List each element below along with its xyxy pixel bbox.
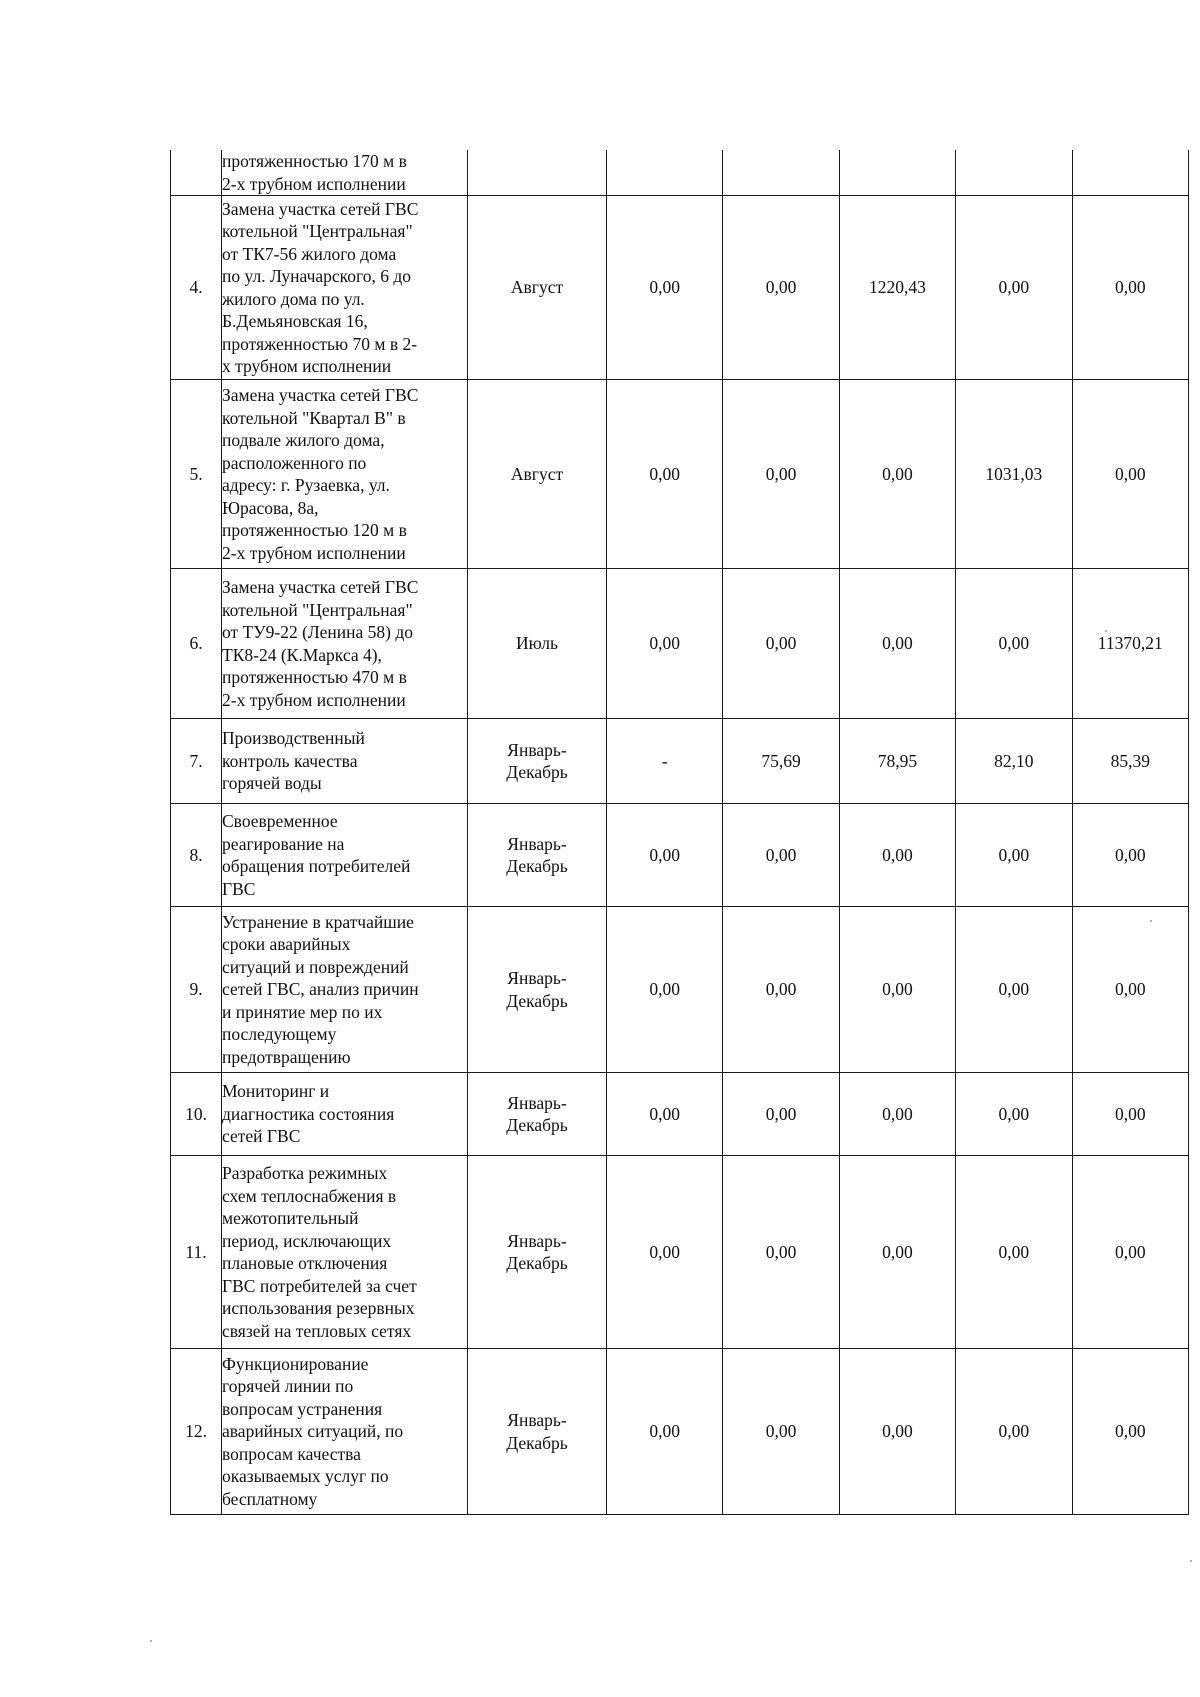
- implementation-period: [468, 150, 607, 196]
- value-cell-5: 0,00: [1072, 1156, 1188, 1349]
- value-cell-4: 0,00: [956, 804, 1072, 907]
- value-cell-4: [956, 150, 1072, 196]
- table-row: [171, 150, 1189, 196]
- measure-description: Разработка режимных схем теплоснабжения в межотопительный период, исключающих плановые отключения ГВС потребителей за счет использования резервных связей на тепловых сетях: [222, 1156, 468, 1349]
- value-cell-2: 0,00: [723, 907, 839, 1073]
- value-cell-3: [839, 150, 955, 196]
- implementation-period: Январь- Декабрь: [468, 1349, 607, 1515]
- value-cell-1: 0,00: [607, 569, 723, 719]
- table-row: [171, 1349, 1189, 1515]
- value-cell-1: 0,00: [607, 1349, 723, 1515]
- row-number: 9.: [171, 907, 222, 1073]
- value-cell-3: 0,00: [839, 380, 955, 569]
- measure-description: Мониторинг и диагностика состояния сетей ГВС: [222, 1073, 468, 1156]
- implementation-period: Август: [468, 380, 607, 569]
- measure-description: Устранение в кратчайшие сроки аварийных ситуаций и повреждений сетей ГВС, анализ причин и принятие мер по их последующему предотвращению: [222, 907, 468, 1073]
- value-cell-3: 1220,43: [839, 196, 955, 380]
- row-number: [171, 150, 222, 196]
- value-cell-1: 0,00: [607, 380, 723, 569]
- value-cell-3: 0,00: [839, 1073, 955, 1156]
- value-cell-1: 0,00: [607, 1073, 723, 1156]
- value-cell-1: [607, 150, 723, 196]
- scan-speck: [1105, 630, 1107, 632]
- value-cell-1: 0,00: [607, 907, 723, 1073]
- value-cell-5: 85,39: [1072, 719, 1188, 804]
- table-row: [171, 380, 1189, 569]
- value-cell-5: 11370,21: [1072, 569, 1188, 719]
- measure-description: Производственный контроль качества горячей воды: [222, 719, 468, 804]
- scan-speck: [1150, 920, 1152, 922]
- implementation-period: Январь- Декабрь: [468, 719, 607, 804]
- value-cell-1: 0,00: [607, 1156, 723, 1349]
- value-cell-5: 0,00: [1072, 380, 1188, 569]
- measure-description: Своевременное реагирование на обращения потребителей ГВС: [222, 804, 468, 907]
- measure-description: Замена участка сетей ГВС котельной "Центральная" от ТУ9-22 (Ленина 58) до ТК8-24 (К.Маркса 4), протяженностью 470 м в 2-х трубном исполнении: [222, 569, 468, 719]
- row-number: 12.: [171, 1349, 222, 1515]
- implementation-period: Январь- Декабрь: [468, 1073, 607, 1156]
- value-cell-5: 0,00: [1072, 804, 1188, 907]
- value-cell-1: 0,00: [607, 196, 723, 380]
- value-cell-5: 0,00: [1072, 1073, 1188, 1156]
- value-cell-5: 0,00: [1072, 1349, 1188, 1515]
- value-cell-3: 0,00: [839, 1349, 955, 1515]
- value-cell-2: 0,00: [723, 1349, 839, 1515]
- measure-description: Замена участка сетей ГВС котельной "Квартал В" в подвале жилого дома, расположенного по адресу: г. Рузаевка, ул. Юрасова, 8а, протяженностью 120 м в 2-х трубном исполнении: [222, 380, 468, 569]
- value-cell-5: [1072, 150, 1188, 196]
- table-row: [171, 196, 1189, 380]
- implementation-period: Август: [468, 196, 607, 380]
- value-cell-4: 82,10: [956, 719, 1072, 804]
- value-cell-4: 0,00: [956, 1156, 1072, 1349]
- value-cell-1: -: [607, 719, 723, 804]
- row-number: 8.: [171, 804, 222, 907]
- table-row: [171, 719, 1189, 804]
- value-cell-1: 0,00: [607, 804, 723, 907]
- value-cell-3: 0,00: [839, 907, 955, 1073]
- row-number: 7.: [171, 719, 222, 804]
- table-row: [171, 804, 1189, 907]
- measures-table: [170, 150, 1189, 1515]
- measure-description: Замена участка сетей ГВС котельной "Центральная" от ТК7-56 жилого дома по ул. Луначарского, 6 до жилого дома по ул. Б.Демьяновская 16, протяженностью 70 м в 2- х трубном исполнении: [222, 196, 468, 380]
- implementation-period: Январь- Декабрь: [468, 1156, 607, 1349]
- value-cell-5: 0,00: [1072, 907, 1188, 1073]
- implementation-period: Июль: [468, 569, 607, 719]
- value-cell-2: 75,69: [723, 719, 839, 804]
- value-cell-4: 0,00: [956, 196, 1072, 380]
- row-number: 5.: [171, 380, 222, 569]
- value-cell-2: 0,00: [723, 196, 839, 380]
- value-cell-2: 0,00: [723, 380, 839, 569]
- value-cell-3: 78,95: [839, 719, 955, 804]
- value-cell-5: 0,00: [1072, 196, 1188, 380]
- table-row: [171, 907, 1189, 1073]
- implementation-period: Январь- Декабрь: [468, 907, 607, 1073]
- value-cell-4: 0,00: [956, 907, 1072, 1073]
- scan-speck: [150, 1640, 152, 1642]
- value-cell-3: 0,00: [839, 804, 955, 907]
- value-cell-2: 0,00: [723, 804, 839, 907]
- row-number: 10.: [171, 1073, 222, 1156]
- value-cell-3: 0,00: [839, 1156, 955, 1349]
- measure-description: протяженностью 170 м в 2-х трубном исполнении: [222, 150, 468, 196]
- table-row: [171, 1073, 1189, 1156]
- row-number: 4.: [171, 196, 222, 380]
- value-cell-4: 0,00: [956, 569, 1072, 719]
- row-number: 11.: [171, 1156, 222, 1349]
- value-cell-2: 0,00: [723, 569, 839, 719]
- scan-speck: [1190, 1560, 1192, 1562]
- value-cell-3: 0,00: [839, 569, 955, 719]
- row-number: 6.: [171, 569, 222, 719]
- value-cell-4: 0,00: [956, 1349, 1072, 1515]
- value-cell-4: 0,00: [956, 1073, 1072, 1156]
- measure-description: Функционирование горячей линии по вопросам устранения аварийных ситуаций, по вопросам качества оказываемых услуг по бесплатному: [222, 1349, 468, 1515]
- value-cell-4: 1031,03: [956, 380, 1072, 569]
- table-row: [171, 569, 1189, 719]
- implementation-period: Январь- Декабрь: [468, 804, 607, 907]
- table-row: [171, 1156, 1189, 1349]
- value-cell-2: 0,00: [723, 1156, 839, 1349]
- value-cell-2: 0,00: [723, 1073, 839, 1156]
- value-cell-2: [723, 150, 839, 196]
